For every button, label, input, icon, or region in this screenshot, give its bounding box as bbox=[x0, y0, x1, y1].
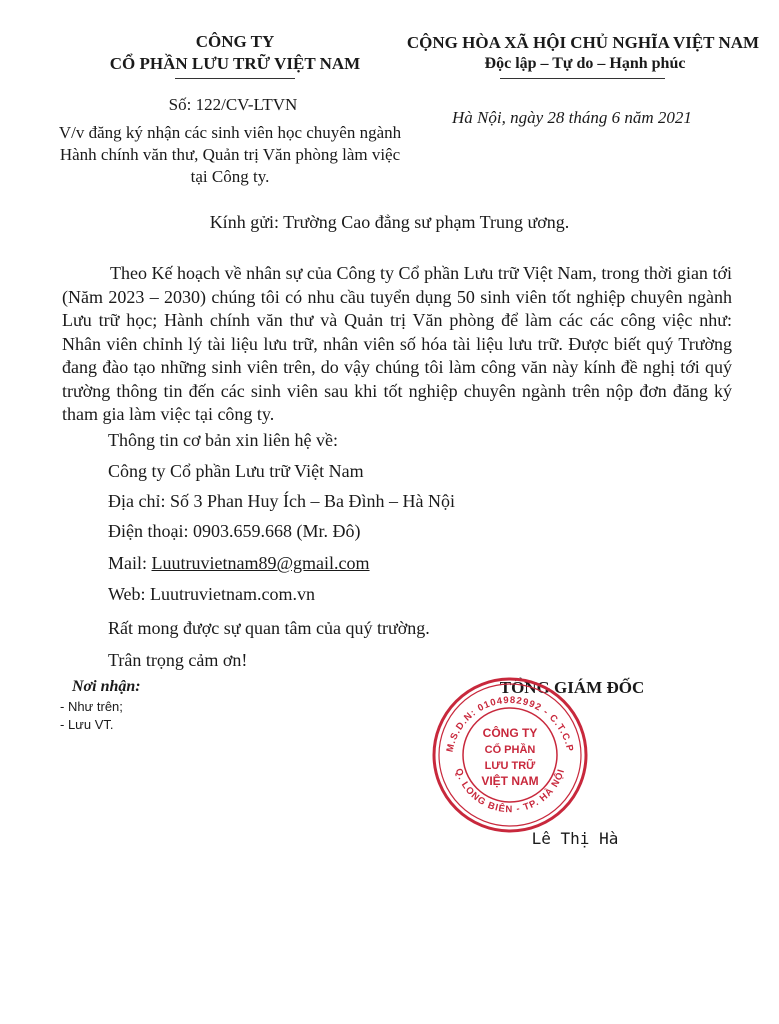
contact-address: Địa chỉ: Số 3 Phan Huy Ích – Ba Đình – Hà Nội bbox=[108, 491, 455, 511]
recipient-line: Kính gửi: Trường Cao đẳng sư phạm Trung ương. bbox=[209, 212, 570, 232]
seal-inner-line: LƯU TRỮ bbox=[484, 760, 536, 772]
mail-label: Mail: bbox=[108, 553, 152, 573]
contact-company: Công ty Cổ phần Lưu trữ Việt Nam bbox=[108, 461, 364, 481]
company-seal bbox=[430, 675, 590, 835]
contact-mail bbox=[108, 553, 370, 574]
date-line: Hà Nội, ngày 28 tháng 6 năm 2021 bbox=[452, 108, 692, 127]
receiver-item: - Lưu VT. bbox=[60, 717, 114, 732]
national-title: CỘNG HÒA XÃ HỘI CHỦ NGHĨA VIỆT NAM bbox=[406, 33, 760, 52]
seal-ring-bottom-text: Q. LONG BIÊN - TP. HÀ NỘI bbox=[452, 767, 568, 816]
seal-inner-line: CỔ PHẦN bbox=[484, 744, 536, 756]
seal-inner-line: CÔNG TY bbox=[482, 726, 538, 740]
national-motto: Độc lập – Tự do – Hạnh phúc bbox=[484, 55, 686, 72]
document-number: Số: 122/CV-LTVN bbox=[168, 95, 298, 114]
contact-intro: Thông tin cơ bản xin liên hệ về: bbox=[108, 430, 338, 450]
document-subject: V/v đăng ký nhận các sinh viên học chuyên ngành Hành chính văn thư, Quản trị Văn phòng làm việc tại Công ty. bbox=[58, 123, 402, 186]
org-name-line2: CỔ PHẦN LƯU TRỮ VIỆT NAM bbox=[109, 54, 361, 73]
closing-line-2: Trân trọng cảm ơn! bbox=[108, 650, 248, 670]
receiver-item: - Như trên; bbox=[60, 699, 123, 714]
contact-phone: Điện thoại: 0903.659.668 (Mr. Đô) bbox=[108, 521, 361, 541]
signer-name: Lê Thị Hà bbox=[531, 829, 619, 848]
closing-line-1: Rất mong được sự quan tâm của quý trường. bbox=[108, 618, 430, 638]
org-underline bbox=[175, 78, 295, 79]
contact-web: Web: Luutruvietnam.com.vn bbox=[108, 584, 315, 604]
receivers-title: Nơi nhận: bbox=[72, 678, 141, 695]
org-name-line1: CÔNG TY bbox=[195, 32, 275, 51]
seal-ring-top-text: M.S.D.N: 0104982992 - C.T.C.P bbox=[444, 694, 576, 754]
signer-title: TỔNG GIÁM ĐỐC bbox=[499, 678, 645, 697]
body-paragraph: Theo Kế hoạch về nhân sự của Công ty Cổ phần Lưu trữ Việt Nam, trong thời gian tới (Năm 2023 – 2030) chúng tôi có nhu cầu tuyển dụng 50 sinh viên tốt nghiệp chuyên ngành Lưu trữ học; Hành chính văn thư và Quản trị Văn phòng để làm các các công việc như: Nhân viên chỉnh lý tài liệu lưu trữ, nhân viên số hóa tài liệu lưu trữ. Được biết quý Trường đang đào tạo những sinh viên trên, do vậy chúng tôi làm công văn này kính đề nghị tới quý trường thông tin đến các sinh viên sau khi tốt nghiệp chuyên ngành trên nộp đơn đăng ký tham gia làm việc tại công ty. bbox=[62, 263, 732, 424]
mail-link[interactable]: Luutruvietnam89@gmail.com bbox=[151, 553, 370, 573]
motto-underline bbox=[500, 78, 665, 79]
seal-inner-line: VIỆT NAM bbox=[481, 774, 539, 788]
